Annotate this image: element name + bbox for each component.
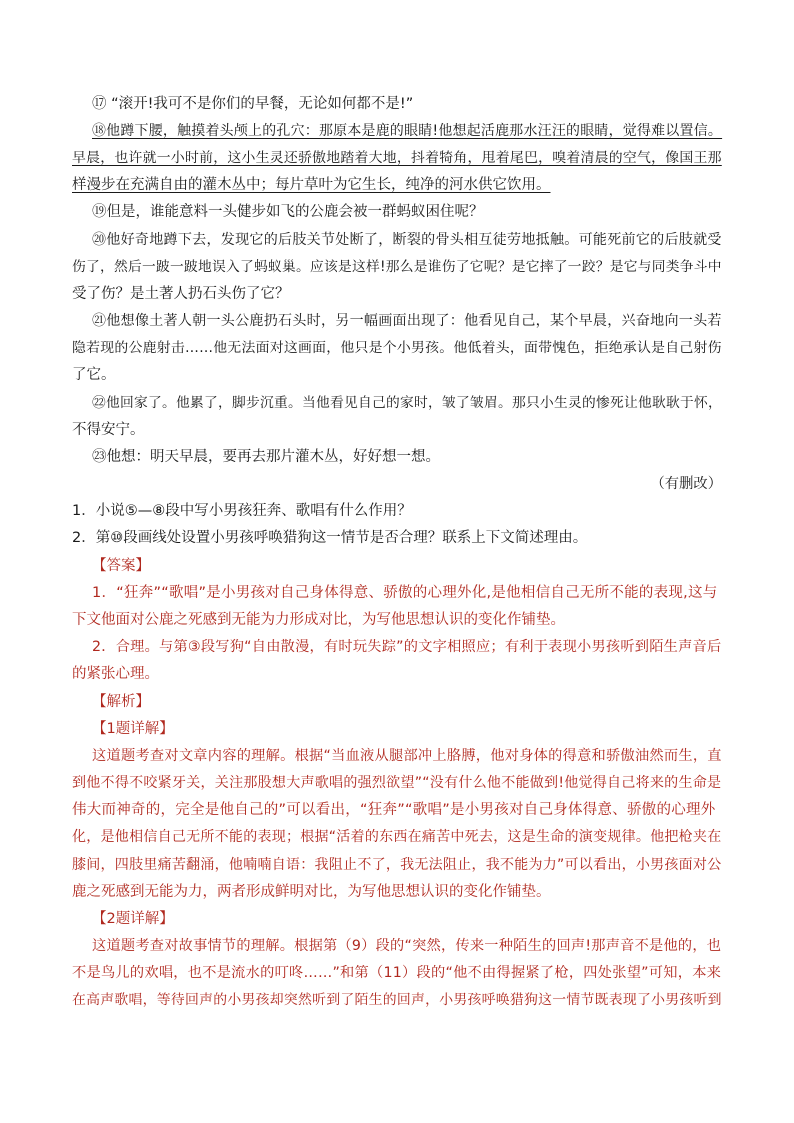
paragraph-19: ⑲但是，谁能意料一头健步如飞的公鹿会被一群蚂蚁困住呢？ (92, 204, 484, 220)
answer-1-line: 下文他面对公鹿之死感到无能为力形成对比，为写他思想认识的变化作铺垫。 (72, 612, 565, 628)
paragraph-21-line: ㉑他想像土著人朝一头公鹿扔石头时，另一幅画面出现了：他看见自己，某个早晨，兴奋地向一头若 (92, 313, 722, 329)
paragraph-20-line: 伤了，然后一跛一跛地误入了蚂蚁巢。应该是这样!那么是谁伤了它呢？是它摔了一跤？是它与同类争斗中 (72, 259, 722, 275)
question-1: 1．小说⑤—⑧段中写小男孩狂奔、歌唱有什么作用？ (72, 503, 412, 519)
paragraph-18-underlined-line: 样漫步在充满自由的灌木丛中；每片草叶为它生长，纯净的河水供它饮用。 (72, 177, 551, 193)
detail-2-line: 不是鸟儿的欢唱，也不是流水的叮咚……”和第（11）段的“他不由得握紧了枪，四处张望”可知，本来 (72, 965, 722, 981)
paragraph-18-underlined-line: ⑱他蹲下腰，触摸着头颅上的孔穴：那原本是鹿的眼睛!他想起活鹿那水汪汪的眼睛，觉得难以置信。 (92, 123, 723, 139)
detail-1-line: 到他不得不咬紧牙关，关注那股想大声歌唱的强烈欲望”“没有什么他不能做到!他觉得自己将来的生命是 (72, 775, 722, 791)
detail-1-line: 伟大而神奇的，完全是他自己的”可以看出，“狂奔”“歌唱”是小男孩对自己身体得意、骄傲的心理外 (72, 802, 716, 818)
paragraph-22-line: ㉒他回家了。他累了，脚步沉重。当他看见自己的家时，皱了皱眉。那只小生灵的惨死让他耿耿于怀， (92, 395, 723, 411)
paragraph-23: ㉓他想：明天早晨，要再去那片灌木丛，好好想一想。 (92, 449, 440, 465)
paragraph-21-line: 隐若现的公鹿射击……他无法面对这画面，他只是个小男孩。他低着头，面带愧色，拒绝承认是自己射伤 (72, 340, 722, 356)
detail-1-line: 膝间，四肢里痛苦翻涌，他喃喃自语：我阻止不了，我无法阻止，我不能为力”可以看出，小男孩面对公 (72, 857, 722, 873)
answer-2-line: 的紧张心理。 (72, 666, 159, 682)
detail-1-heading: 【1题详解】 (92, 721, 174, 737)
detail-1-line: 这道题考查对文章内容的理解。根据“当血液从腿部冲上胳膊，他对身体的得意和骄傲油然而生，直 (92, 748, 722, 764)
answer-2-line: 2．合理。与第③段写狗“自由散漫，有时玩失踪”的文字相照应；有利于表现小男孩听到陌生声音后 (92, 639, 722, 655)
paragraph-17: ⑰ “滚开!我可不是你们的早餐，无论如何都不是!” (92, 96, 414, 112)
question-2: 2．第⑩段画线处设置小男孩呼唤猎狗这一情节是否合理？联系上下文简述理由。 (72, 530, 588, 546)
detail-2-heading: 【2题详解】 (92, 911, 174, 927)
paragraph-20-line: 受了伤？是土著人扔石头伤了它？ (72, 286, 290, 302)
analysis-heading: 【解析】 (92, 694, 150, 710)
paragraph-21-line: 了它。 (72, 367, 116, 383)
detail-2-line: 在高声歌唱，等待回声的小男孩却突然听到了陌生的回声，小男孩呼唤猎狗这一情节既表现了小男孩听到 (72, 992, 722, 1008)
paragraph-22-line: 不得安宁。 (72, 422, 145, 438)
detail-2-line: 这道题考查对故事情节的理解。根据第（9）段的“突然，传来一种陌生的回声!那声音不是他的，也 (92, 938, 722, 954)
abridged-note: （有删改） (650, 476, 722, 492)
answer-heading: 【答案】 (92, 558, 150, 574)
paragraph-20-line: ⑳他好奇地蹲下去，发现它的后肢关节处断了，断裂的骨头相互徒劳地抵触。可能死前它的后肢就受 (92, 232, 722, 248)
answer-1-line: 1．“狂奔”“歌唱”是小男孩对自己身体得意、骄傲的心理外化,是他相信自己无所不能的表现,这与 (92, 585, 718, 601)
detail-1-line: 鹿之死感到无能为力，两者形成鲜明对比，为写他思想认识的变化作铺垫。 (72, 884, 551, 900)
detail-1-line: 化，是他相信自己无所不能的表现；根据“活着的东西在痛苦中死去，这是生命的演变规律。他把枪夹在 (72, 829, 722, 845)
paragraph-18-underlined-line: 早晨，也许就一小时前，这小生灵还骄傲地踏着大地，抖着犄角，甩着尾巴，嗅着清晨的空气，像国王那 (72, 150, 722, 166)
